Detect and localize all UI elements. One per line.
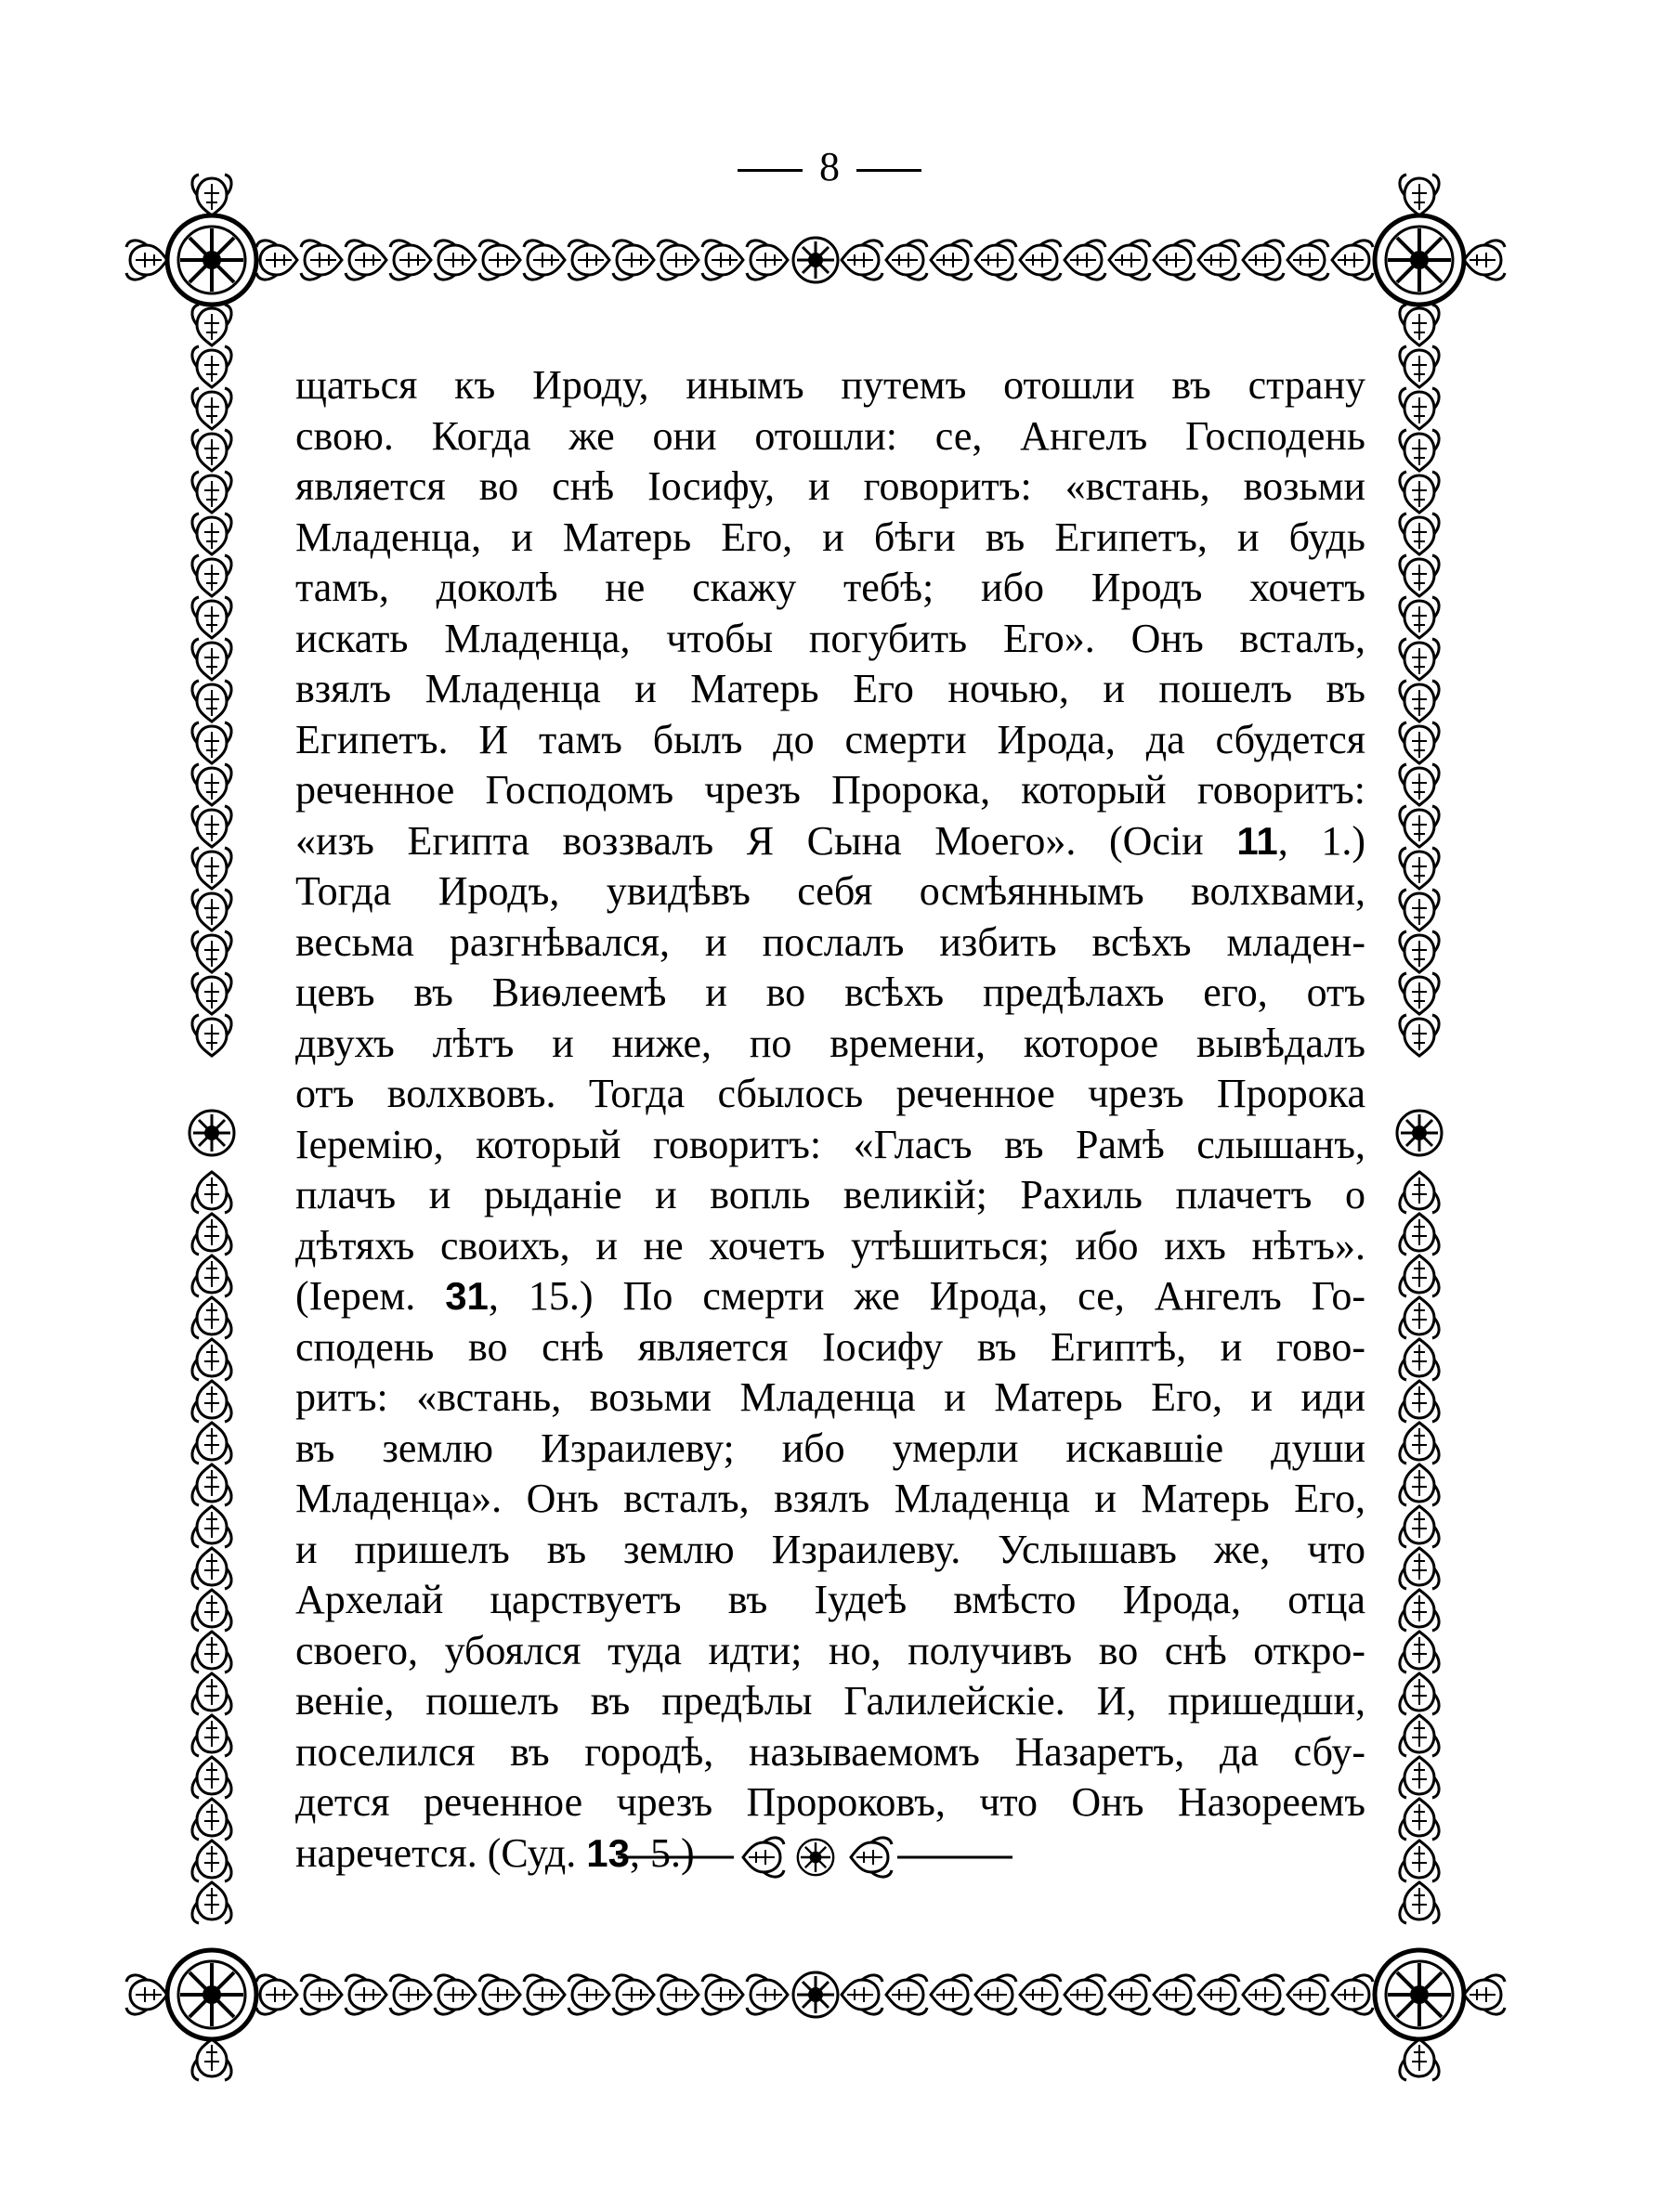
border-leaf [192, 346, 231, 387]
border-leaf [568, 241, 609, 280]
border-leaf [1400, 514, 1439, 554]
text-run: свою. Когда же они отошли: се, Ангелъ Господень [295, 412, 1365, 459]
border-leaf [1464, 1975, 1505, 2014]
border-leaf [301, 241, 342, 280]
text-run: ритъ: «встань, возьми Младенца и Матерь Его, и иди [295, 1374, 1365, 1420]
border-leaf [192, 597, 231, 638]
border-leaf [1065, 241, 1105, 280]
border-leaf [613, 241, 654, 280]
border-leaf [1400, 472, 1439, 513]
left-border-ornament [189, 305, 234, 1923]
border-leaf [192, 1799, 231, 1840]
border-leaf [747, 241, 788, 280]
text-line [295, 917, 1365, 969]
border-leaf [192, 1423, 231, 1464]
border-leaf [975, 1975, 1016, 2014]
text-run: наречется. (Суд. [295, 1829, 587, 1876]
right-border-ornament [1397, 305, 1442, 1923]
border-leaf [390, 241, 431, 280]
border-leaf [1400, 806, 1439, 847]
corner-rosette-bottom-left [167, 1950, 256, 2039]
text-run: Египетъ. И тамъ былъ до смерти Ирода, да сбудется [295, 716, 1365, 762]
text-run: Іеремію, который говоритъ: «Гласъ въ Рамѣ слышанъ, [295, 1121, 1365, 1167]
text-line [295, 360, 1365, 411]
text-line [295, 1777, 1365, 1828]
border-leaf [1332, 241, 1373, 280]
text-line [295, 1170, 1365, 1221]
text-run: Младенца». Онъ всталъ, взялъ Младенца и Матерь Его, [295, 1476, 1365, 1521]
text-run: и пришелъ въ землю Израилеву. Услышавъ же, что [295, 1526, 1365, 1572]
border-leaf [568, 1975, 609, 2014]
text-run: плачъ и рыданіе и вопль великій; Рахиль плачетъ о [295, 1172, 1365, 1217]
border-leaf [192, 1882, 231, 1923]
border-leaf [1400, 2039, 1439, 2080]
border-leaf [192, 1381, 231, 1422]
border-leaf [975, 241, 1016, 280]
text-run: двухъ лѣтъ и ниже, по времени, которое вывѣдалъ [295, 1020, 1365, 1066]
border-leaf [1020, 1975, 1061, 2014]
text-run: тамъ, доколѣ не скажу тебѣ; ибо Иродъ хочетъ [295, 565, 1365, 610]
border-leaf [1400, 1381, 1439, 1422]
text-run: , 5.) [629, 1829, 695, 1876]
border-leaf [1243, 1975, 1284, 2014]
text-run: дется реченное чрезъ Пророковъ, что Онъ Назореемъ [295, 1779, 1365, 1825]
border-leaf [479, 241, 520, 280]
text-run: въ землю Израилеву; ибо умерли искавшіе души [295, 1425, 1365, 1471]
border-leaf [192, 1757, 231, 1798]
body-text [295, 360, 1365, 1879]
text-run: искать Младенца, чтобы погубить Его». Онъ всталъ, [295, 615, 1365, 661]
border-leaf [1400, 722, 1439, 763]
text-line [295, 765, 1365, 816]
text-line [295, 1019, 1365, 1070]
border-leaf [435, 241, 476, 280]
border-leaf [192, 1172, 231, 1213]
text-run: , 15.) По смерти же Ирода, се, Ангелъ Го- [488, 1273, 1365, 1319]
text-run: , 1.) [1277, 817, 1365, 864]
text-run: своего, убоялся туда идти; но, получивъ во снѣ откро- [295, 1627, 1365, 1673]
border-leaf [126, 1975, 167, 2014]
text-run: весьма разгнѣвался, и послалъ избить всѣхъ младен- [295, 918, 1365, 965]
border-leaf [886, 1975, 927, 2014]
border-leaf [192, 1214, 231, 1255]
text-run: (Іерем. [295, 1273, 446, 1319]
text-run: Младенца, и Матерь Его, и бѣги въ Египетъ, и будь [295, 514, 1365, 560]
text-run: реченное Господомъ чрезъ Пророка, который говоритъ: [295, 767, 1365, 813]
border-leaf [435, 1975, 476, 2014]
border-leaf [479, 1975, 520, 2014]
border-leaf [192, 388, 231, 429]
border-leaf [192, 1841, 231, 1881]
text-run: является во снѣ Іосифу, и говоритъ: «встань, возьми [295, 463, 1365, 509]
border-leaf [1400, 1841, 1439, 1881]
text-line [295, 411, 1365, 462]
text-line [295, 664, 1365, 715]
border-leaf [1400, 1256, 1439, 1296]
border-leaf [256, 1975, 297, 2014]
text-line [295, 1828, 1365, 1880]
border-leaf [1400, 1882, 1439, 1923]
text-line [295, 1373, 1365, 1424]
border-leaf [1154, 1975, 1195, 2014]
text-run: щаться къ Ироду, инымъ путемъ отошли въ страну [295, 362, 1365, 408]
border-leaf [192, 1256, 231, 1296]
border-leaf [301, 1975, 342, 2014]
border-leaf [1400, 764, 1439, 805]
border-leaf [1400, 430, 1439, 471]
border-leaf [1400, 1799, 1439, 1840]
text-line [295, 1120, 1365, 1171]
border-leaf [192, 430, 231, 471]
border-leaf [524, 1975, 565, 2014]
border-leaf [658, 1975, 699, 2014]
text-run: «изъ Египта воззвалъ Я Сына Моего». (Осіи [295, 817, 1237, 864]
border-leaf [192, 639, 231, 680]
border-leaf [1400, 1015, 1439, 1056]
text-line [295, 563, 1365, 614]
border-leaf [1332, 1975, 1373, 2014]
border-leaf [192, 722, 231, 763]
right-center-rosette [1397, 1111, 1442, 1155]
border-leaf [613, 1975, 654, 2014]
verse-number: 11 [1236, 818, 1278, 863]
border-leaf [1400, 1632, 1439, 1672]
border-leaf [1464, 241, 1505, 280]
text-line [295, 1727, 1365, 1778]
left-center-rosette [189, 1111, 234, 1155]
border-leaf [390, 1975, 431, 2014]
text-run: дѣтяхъ своихъ, и не хочетъ утѣшиться; ибо ихъ нѣтъ». [295, 1222, 1365, 1269]
bottom-border-ornament [126, 1950, 1505, 2080]
border-leaf [1400, 1423, 1439, 1464]
border-leaf [192, 1715, 231, 1756]
border-leaf [1400, 305, 1439, 345]
text-run: отъ волхвовъ. Тогда сбылось реченное чрезъ Пророка [295, 1071, 1365, 1116]
text-line [295, 513, 1365, 564]
border-leaf [1287, 1975, 1328, 2014]
border-leaf [192, 681, 231, 722]
border-leaf [1400, 1673, 1439, 1714]
border-leaf [1154, 241, 1195, 280]
border-leaf [1400, 555, 1439, 596]
text-line [295, 1424, 1365, 1475]
border-leaf [1400, 1464, 1439, 1505]
border-leaf [192, 305, 231, 345]
border-leaf [1400, 1339, 1439, 1380]
text-line [295, 1221, 1365, 1272]
border-leaf [192, 973, 231, 1014]
text-run: Тогда Иродъ, увидѣвъ себя осмѣяннымъ волхвами, [295, 868, 1365, 914]
border-leaf [1400, 639, 1439, 680]
border-leaf [842, 1975, 882, 2014]
text-line [295, 968, 1365, 1019]
border-leaf [192, 555, 231, 596]
border-leaf [1287, 241, 1328, 280]
border-leaf [658, 241, 699, 280]
border-leaf [192, 2039, 231, 2080]
border-leaf [702, 1975, 743, 2014]
border-leaf [192, 1015, 231, 1056]
border-leaf [192, 931, 231, 972]
text-run: Архелай царствуетъ въ Іудеѣ вмѣсто Ирода, отца [295, 1577, 1365, 1622]
border-leaf [1400, 1715, 1439, 1756]
border-leaf [192, 472, 231, 513]
corner-rosette-top-right [1375, 215, 1464, 305]
text-line [295, 816, 1365, 867]
border-leaf [192, 1506, 231, 1547]
border-leaf [1400, 175, 1439, 215]
border-leaf [1400, 597, 1439, 638]
text-run: взялъ Младенца и Матерь Его ночью, и пошелъ въ [295, 666, 1365, 711]
text-line [295, 1626, 1365, 1677]
corner-rosette-top-left [167, 215, 256, 305]
text-line [295, 1575, 1365, 1626]
text-line [295, 1069, 1365, 1120]
text-line [295, 1271, 1365, 1322]
border-leaf [1109, 241, 1150, 280]
verse-number: 31 [445, 1274, 489, 1318]
border-leaf [192, 1339, 231, 1380]
border-leaf [1109, 1975, 1150, 2014]
border-leaf [1243, 241, 1284, 280]
text-run: сподень во снѣ является Іосифу въ Египтѣ, и гово- [295, 1323, 1365, 1370]
text-line [295, 462, 1365, 513]
border-leaf [1400, 848, 1439, 889]
border-leaf [931, 241, 972, 280]
border-leaf [1400, 681, 1439, 722]
border-leaf [702, 241, 743, 280]
border-leaf [192, 1464, 231, 1505]
border-leaf [1400, 1297, 1439, 1338]
border-leaf [192, 1590, 231, 1631]
border-leaf [1400, 1757, 1439, 1798]
border-leaf [842, 241, 882, 280]
border-leaf [192, 1632, 231, 1672]
text-line [295, 1474, 1365, 1525]
text-line [295, 1525, 1365, 1576]
border-leaf [1400, 1590, 1439, 1631]
text-run: веніе, пошелъ въ предѣлы Галилейскіе. И, пришедши, [295, 1678, 1365, 1724]
corner-rosette-bottom-right [1375, 1950, 1464, 2039]
border-leaf [1065, 1975, 1105, 2014]
border-leaf [192, 806, 231, 847]
border-leaf [192, 1548, 231, 1589]
border-leaf [1400, 1506, 1439, 1547]
text-line [295, 715, 1365, 766]
border-leaf [192, 764, 231, 805]
text-run: цевъ въ Виѳлеемѣ и во всѣхъ предѣлахъ его, отъ [295, 969, 1365, 1015]
text-line [295, 1676, 1365, 1727]
border-leaf [1400, 931, 1439, 972]
border-leaf [1020, 241, 1061, 280]
border-leaf [192, 1673, 231, 1714]
border-leaf [192, 1297, 231, 1338]
border-leaf [346, 241, 386, 280]
border-leaf [126, 241, 167, 280]
text-run: поселился въ городѣ, называемомъ Назаретъ, да сбу- [295, 1728, 1365, 1775]
border-leaf [1400, 1548, 1439, 1589]
top-center-rosette [793, 238, 838, 282]
border-leaf [886, 241, 927, 280]
border-leaf [256, 241, 297, 280]
border-leaf [1400, 890, 1439, 930]
text-line [295, 1322, 1365, 1373]
border-leaf [1198, 241, 1239, 280]
border-leaf [1400, 973, 1439, 1014]
border-leaf [1400, 1214, 1439, 1255]
border-leaf [346, 1975, 386, 2014]
border-leaf [192, 848, 231, 889]
border-leaf [524, 241, 565, 280]
bottom-center-rosette [793, 1972, 838, 2017]
border-leaf [192, 890, 231, 930]
border-leaf [1400, 346, 1439, 387]
border-leaf [747, 1975, 788, 2014]
text-line [295, 866, 1365, 917]
border-leaf [1400, 388, 1439, 429]
page-number: 8 [819, 144, 840, 189]
border-leaf [1400, 1172, 1439, 1213]
border-leaf [931, 1975, 972, 2014]
border-leaf [192, 514, 231, 554]
border-leaf [1198, 1975, 1239, 2014]
verse-number: 13 [586, 1830, 630, 1875]
border-leaf [192, 175, 231, 215]
text-line [295, 614, 1365, 665]
top-border-ornament [126, 175, 1505, 305]
